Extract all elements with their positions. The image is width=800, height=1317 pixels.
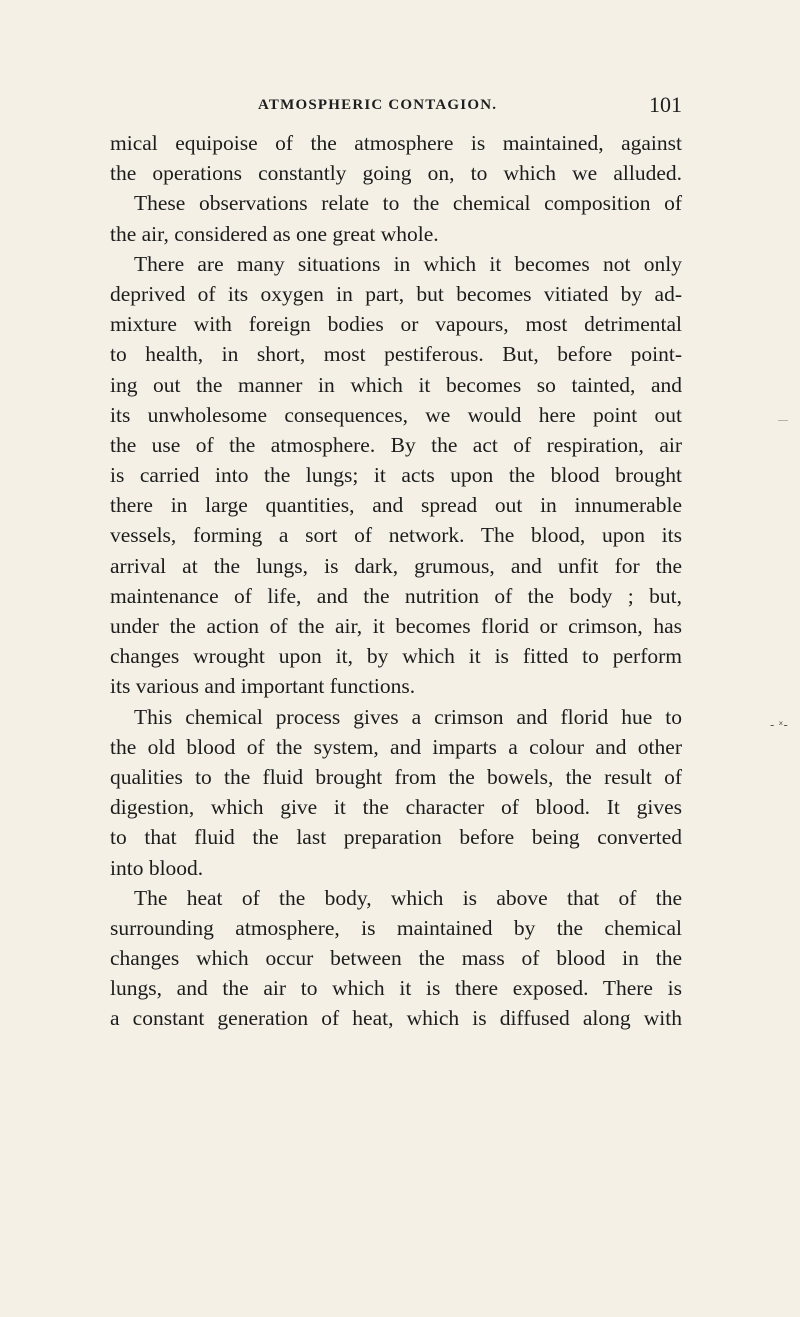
text-line: to that fluid the last preparation before being converted [110, 825, 682, 850]
text-line: arrival at the lungs, is dark, grumous, and unfit for the [110, 553, 682, 578]
text-line: mixture with foreign bodies or vapours, most detrimental [110, 312, 682, 337]
text-line: maintenance of life, and the nutrition of the body ; but, [110, 583, 682, 608]
text-line: digestion, which give it the character of blood. It gives [110, 795, 682, 820]
text-line: ing out the manner in which it becomes so tainted, and [110, 372, 682, 397]
margin-tick [778, 420, 788, 421]
text-line: vessels, forming a sort of network. The blood, upon its [110, 523, 682, 548]
text-line: under the action of the air, it becomes florid or crimson, has [110, 614, 682, 638]
text-line: lungs, and the air to which it is there exposed. There is [110, 976, 682, 1001]
text-line: This chemical process gives a crimson and florid hue to [134, 704, 682, 729]
text-line: is carried into the lungs; it acts upon the blood brought [110, 463, 682, 488]
text-line: to health, in short, most pestiferous. But, before point- [110, 342, 682, 367]
text-line: changes wrought upon it, by which it is fitted to perform [110, 644, 682, 669]
text-line: deprived of its oxygen in part, but becomes vitiated by ad- [110, 281, 682, 306]
text-line: changes which occur between the mass of blood in the [110, 946, 682, 971]
text-line: there in large quantities, and spread out in innumerable [110, 493, 682, 518]
text-line: qualities to the fluid brought from the bowels, the result of [110, 764, 682, 789]
running-title: ATMOSPHERIC CONTAGION. [258, 97, 498, 113]
text-line: mical equipoise of the atmosphere is maintained, against [110, 131, 682, 155]
body-text [110, 128, 682, 1034]
text-line: the use of the atmosphere. By the act of respiration, air [110, 432, 682, 457]
text-line: its unwholesome consequences, we would here point out [110, 402, 682, 427]
page-number: 101 [649, 92, 682, 117]
running-head [110, 92, 682, 118]
margin-mark: - ˣ- [770, 718, 788, 732]
text-line: There are many situations in which it becomes not only [134, 251, 682, 276]
text-line: into blood. [110, 855, 204, 880]
text-line: the operations constantly going on, to which we alluded. [110, 161, 682, 186]
text-line: the air, considered as one great whole. [110, 221, 439, 246]
text-line: a constant generation of heat, which is diffused along with [110, 1006, 682, 1031]
text-line: surrounding atmosphere, is maintained by the chemical [110, 915, 682, 940]
text-line: These observations relate to the chemical composition of [134, 191, 682, 216]
text-line: the old blood of the system, and imparts a colour and other [110, 734, 682, 759]
text-line: its various and important functions. [110, 674, 416, 699]
text-line: The heat of the body, which is above that of the [134, 885, 682, 910]
